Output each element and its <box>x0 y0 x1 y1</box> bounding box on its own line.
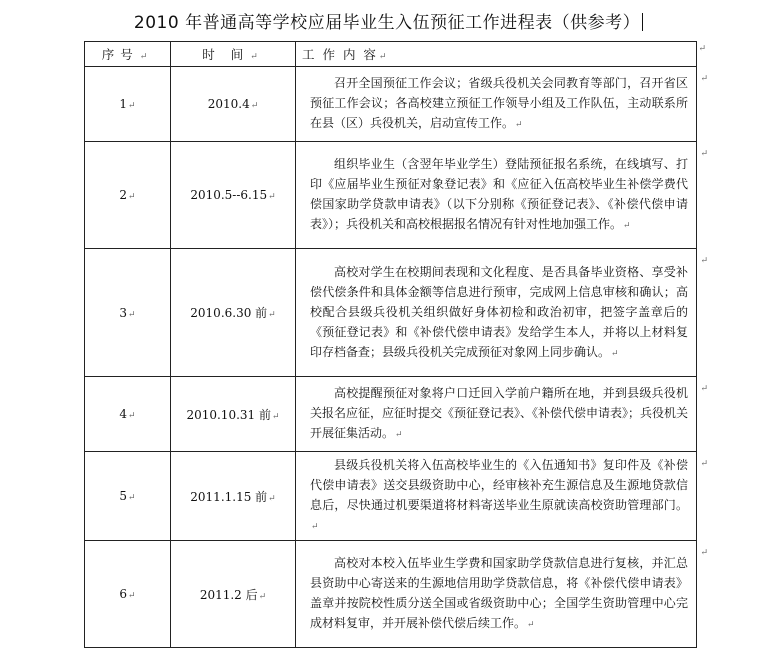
paragraph-mark-icon: ↵ <box>250 52 264 62</box>
paragraph-mark-icon: ↵ <box>378 52 389 62</box>
paragraph-mark-icon: ↵ <box>268 493 276 504</box>
cell-time: 2010.4↵ <box>171 67 296 142</box>
paragraph-mark-icon: ↵ <box>527 620 535 630</box>
table-row <box>85 541 697 648</box>
row-end-mark-icon: ↵ <box>700 149 708 159</box>
row-end-mark-icon: ↵ <box>700 256 708 266</box>
row-end-mark-icon: ↵ <box>700 459 708 469</box>
paragraph-mark-icon: ↵ <box>611 348 619 359</box>
text-cursor <box>642 13 643 31</box>
cell-seq: 3↵ <box>85 249 171 377</box>
cell-time: 2011.2 后↵ <box>171 541 296 648</box>
cell-time: 2010.6.30 前↵ <box>171 249 296 377</box>
cell-content: 县级兵役机关将入伍高校毕业生的《入伍通知书》复印件及《补偿代偿申请表》送交县级资助中心，经审核补充生源信息及生源地贷款信息后，尽快通过机要渠道将材料寄送毕业生原就读高校资助管理部门。↵ ↵ <box>296 452 697 541</box>
paragraph-mark-icon: ↵ <box>128 591 136 601</box>
row-end-mark-icon: ↵ <box>700 74 708 84</box>
row-end-mark-icon: ↵ <box>700 548 708 558</box>
cell-content: 高校提醒预征对象将户口迁回入学前户籍所在地，并到县级兵役机关报名应征，应征时提交《预征登记表》、《补偿代偿申请表》；兵役机关开展征集活动。↵ ↵ <box>296 377 697 452</box>
paragraph-mark-icon: ↵ <box>623 221 631 231</box>
cell-seq: 5↵ <box>85 452 171 541</box>
paragraph-mark-icon: ↵ <box>128 309 136 320</box>
paragraph-mark-icon: ↵ <box>268 192 276 202</box>
cell-content: 组织毕业生（含翌年毕业学生）登陆预征报名系统，在线填写、打印《应届毕业生预征对象登记表》和《应征入伍高校毕业生补偿学费代偿国家助学贷款申请表》（以下分别称《预征登记表》、《补偿代偿申请表》）；兵役机关和高校根据报名情况有针对性地加强工作。↵ ↵ <box>296 142 697 249</box>
table-row <box>85 67 697 142</box>
cell-seq: 4↵ <box>85 377 171 452</box>
table-row <box>85 142 697 249</box>
cell-time: 2010.5--6.15↵ <box>171 142 296 249</box>
row-end-mark-icon: ↵ <box>700 384 708 394</box>
paragraph-mark-icon: ↵ <box>395 430 403 440</box>
row-end-mark-icon: ↵ <box>698 44 708 54</box>
cell-content: 召开全国预征工作会议；省级兵役机关会同教育等部门，召开省区预征工作会议；各高校建立预征工作领导小组及工作队伍，主动联系所在县（区）兵役机关，启动宣传工作。↵ ↵ <box>296 67 697 142</box>
paragraph-mark-icon: ↵ <box>250 101 259 111</box>
table-row <box>85 249 697 377</box>
header-row <box>85 42 697 67</box>
cell-time: 2010.10.31 前↵ <box>171 377 296 452</box>
cell-seq: 6↵ <box>85 541 171 648</box>
schedule-table <box>84 41 708 648</box>
cell-content: 高校对学生在校期间表现和文化程度、是否具备毕业资格、享受补偿代偿条件和具体金额等信息进行预审，完成网上信息审核和确认；高校配合县级兵役机关组织做好身体初检和政治初审，把签字盖章后的《预征登记表》和《补偿代偿申请表》发给学生本人，并将以上材料复印存档备查；县级兵役机关完成预征对象网上同步确认。↵ ↵ <box>296 249 697 377</box>
paragraph-mark-icon: ↵ <box>311 522 319 532</box>
header-content: 工 作 内 容↵ ↵ <box>296 42 697 67</box>
table-row <box>85 377 697 452</box>
paragraph-mark-icon: ↵ <box>268 310 276 320</box>
paragraph-mark-icon: ↵ <box>139 52 154 62</box>
cell-content: 高校对本校入伍毕业生学费和国家助学贷款信息进行复核，并汇总县资助中心寄送来的生源地信用助学贷款信息，将《补偿代偿申请表》盖章并按院校性质分送全国或省级资助中心；全国学生资助管理中心完成材料复审，并开展补偿代偿后续工作。↵ ↵ <box>296 541 697 648</box>
cell-seq: 2↵ <box>85 142 171 249</box>
cell-time: 2011.1.15 前↵ <box>171 452 296 541</box>
paragraph-mark-icon: ↵ <box>128 411 136 421</box>
cell-seq: 1↵ <box>85 67 171 142</box>
paragraph-mark-icon: ↵ <box>515 120 523 130</box>
paragraph-mark-icon: ↵ <box>128 101 136 111</box>
paragraph-mark-icon: ↵ <box>271 411 280 422</box>
header-seq: 序号↵ <box>85 42 171 67</box>
paragraph-mark-icon: ↵ <box>258 591 267 602</box>
table-row <box>85 452 697 541</box>
header-time: 时 间↵ <box>171 42 296 67</box>
paragraph-mark-icon: ↵ <box>128 192 136 202</box>
paragraph-mark-icon: ↵ <box>128 493 136 503</box>
document-title: 2010 年普通高等学校应届毕业生入伍预征工作进程表（供参考） <box>0 8 777 33</box>
